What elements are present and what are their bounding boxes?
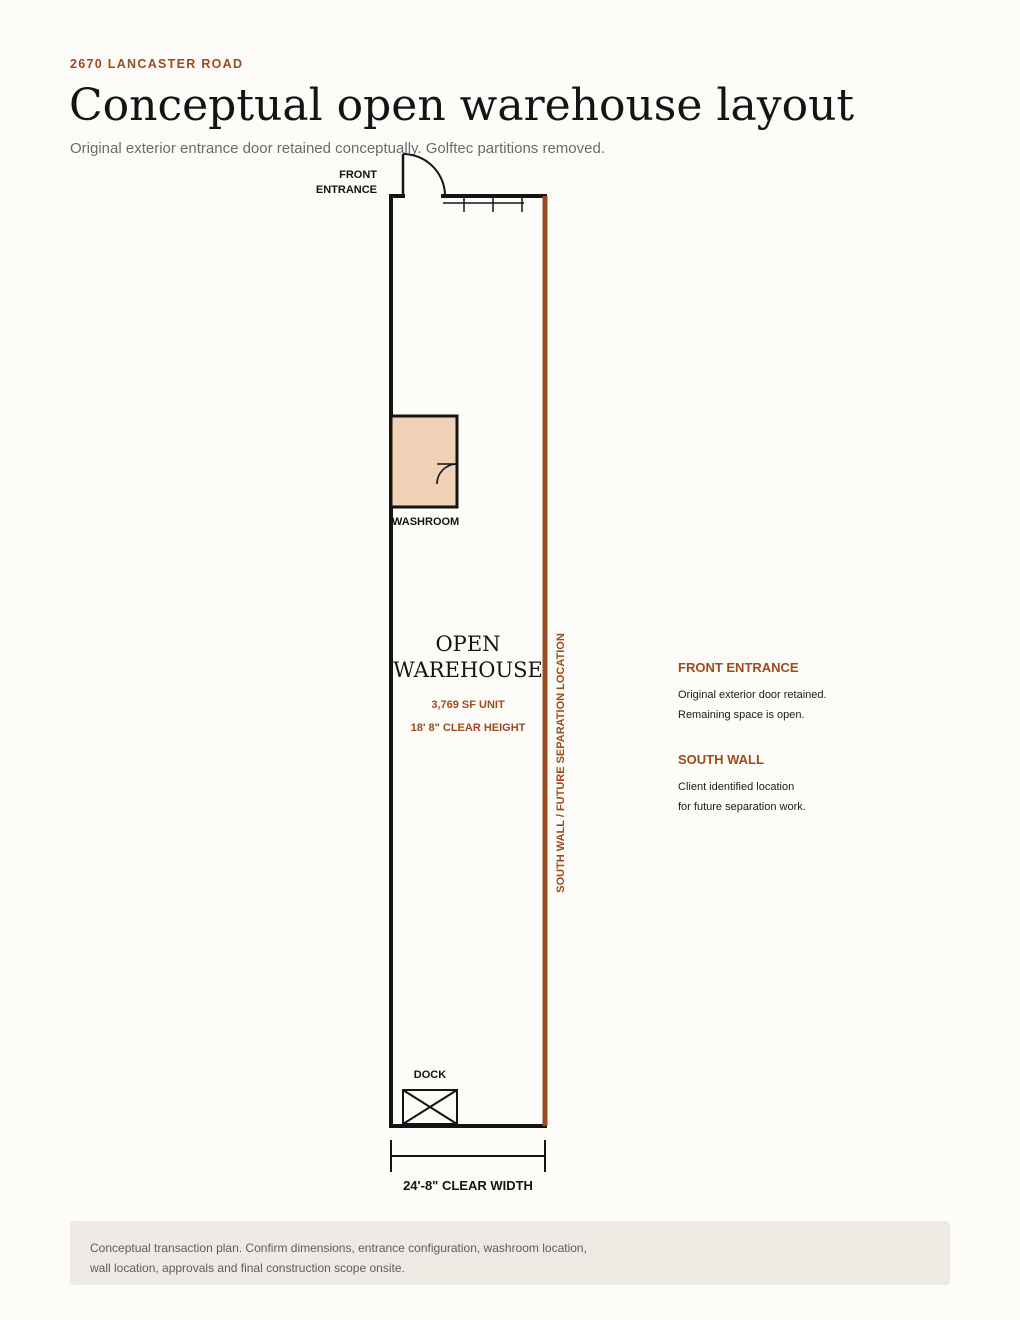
front-entrance-label: ENTRANCE	[315, 184, 377, 196]
dock-door	[403, 1090, 457, 1124]
storefront-window	[443, 196, 524, 212]
note-line: Original exterior door retained.	[678, 689, 827, 701]
width-label: 24'-8" CLEAR WIDTH	[403, 1178, 533, 1193]
disclaimer-line: Conceptual transaction plan. Confirm dimensions, entrance configuration, washroom location,	[90, 1241, 587, 1255]
page-title: Conceptual open warehouse layout	[69, 80, 855, 131]
open-warehouse-label: OPEN	[435, 632, 501, 656]
clear-height: 18' 8" CLEAR HEIGHT	[410, 722, 526, 734]
dock-label: DOCK	[413, 1069, 447, 1081]
page-subtitle: Original exterior entrance door retained conceptually. Golftec partitions removed.	[70, 140, 605, 157]
disclaimer-box	[70, 1221, 950, 1285]
note-line: Remaining space is open.	[678, 709, 805, 721]
width-dimension	[391, 1140, 545, 1172]
unit-size: 3,769 SF UNIT	[431, 699, 505, 711]
note-line: for future separation work.	[678, 801, 806, 813]
door-swing-arc	[403, 154, 445, 196]
note-heading: FRONT ENTRANCE	[678, 660, 799, 675]
front-entrance-label: FRONT	[339, 169, 377, 181]
south-wall-label: SOUTH WALL / FUTURE SEPARATION LOCATION	[555, 633, 567, 893]
washroom	[391, 416, 457, 507]
address-kicker: 2670 LANCASTER ROAD	[70, 57, 244, 71]
disclaimer-line: wall location, approvals and final construction scope onsite.	[90, 1261, 405, 1275]
washroom-label: WASHROOM	[392, 516, 460, 528]
front-door	[403, 154, 445, 196]
note-south-wall	[678, 752, 938, 817]
note-heading: SOUTH WALL	[678, 752, 764, 767]
note-front-entrance	[678, 660, 938, 725]
note-line: Client identified location	[678, 781, 795, 793]
open-warehouse-label: WAREHOUSE	[393, 658, 543, 682]
side-notes	[678, 660, 938, 817]
